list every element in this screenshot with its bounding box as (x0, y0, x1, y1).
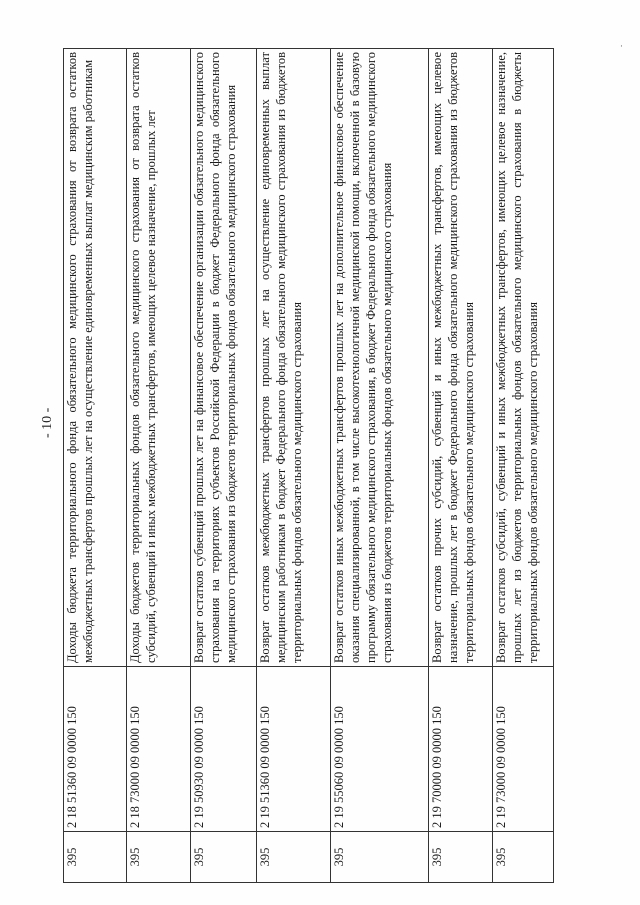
description-cell: Возврат остатков межбюджетных трансфертов прошлых лет на осуществление единовременных выплат медицинским работникам в бюджет Федерального фонда обязательного медицинского страхования из бюджетов территориальных фондов обязательного медицинского страхования (257, 49, 331, 667)
table-row (257, 49, 331, 883)
admin-code-cell: 395 (331, 832, 429, 883)
budget-code-cell: 2 19 50930 09 0000 150 (191, 667, 257, 832)
table-row (191, 49, 257, 883)
budget-code-cell: 2 19 55060 09 0000 150 (331, 667, 429, 832)
page-number: - 10 - (40, 407, 55, 438)
admin-code-cell: 395 (429, 832, 493, 883)
description-cell: Возврат остатков прочих субсидий, субвенций и иных межбюджетных трансфертов, имеющих целевое назначение, прошлых лет в бюджет Федерального фонда обязательного медицинского страхования из бюджетов территориальных фондов обязательного медицинского страхования (429, 49, 493, 667)
budget-code-cell: 2 18 51360 09 0000 150 (64, 667, 127, 832)
rotated-table-container (63, 48, 553, 883)
admin-code-cell: 395 (493, 832, 554, 883)
description-cell: Доходы бюджетов территориальных фондов обязательного медицинского страхования от возврата остатков субсидий, субвенций и иных межбюджетных трансфертов, имеющих целевое назначение, прошлых лет (127, 49, 191, 667)
description-cell: Возврат остатков субсидий, субвенций и иных межбюджетных трансфертов, имеющих целевое назначение, прошлых лет из бюджетов территориальных фондов обязательного медицинского страхования в бюджеты территориальных фондов обязательного медицинского страхования (493, 49, 554, 667)
table-row (127, 49, 191, 883)
table-row (493, 49, 554, 883)
budget-code-cell: 2 19 73000 09 0000 150 (493, 667, 554, 832)
admin-code-cell: 395 (191, 832, 257, 883)
budget-code-cell: 2 18 73000 09 0000 150 (127, 667, 191, 832)
table-row (429, 49, 493, 883)
description-cell: Доходы бюджета территориального фонда обязательного медицинского страхования от возврата остатков межбюджетных трансфертов прошлых лет на осуществление единовременных выплат медицинским работникам (64, 49, 127, 667)
budget-classification-table (63, 48, 554, 883)
table-row (64, 49, 127, 883)
admin-code-cell: 395 (127, 832, 191, 883)
budget-code-cell: 2 19 70000 09 0000 150 (429, 667, 493, 832)
budget-code-cell: 2 19 51360 09 0000 150 (257, 667, 331, 832)
scan-artifact-mark: · (620, 42, 623, 52)
table-row (331, 49, 429, 883)
admin-code-cell: 395 (257, 832, 331, 883)
description-cell: Возврат остатков субвенций прошлых лет на финансовое обеспечение организации обязательного медицинского страхования на территориях субъектов Российской Федерации в бюджет Федерального фонда обязательного медицинского страхования из бюджетов территориальных фондов обязательного медицинского страхования (191, 49, 257, 667)
admin-code-cell: 395 (64, 832, 127, 883)
description-cell: Возврат остатков иных межбюджетных трансфертов прошлых лет на дополнительное финансовое обеспечение оказания специализированной, в том числе высокотехнологичной медицинской помощи, включенной в базовую программу обязательного медицинского страхования, в бюджет Федерального фонда обязательного медицинского страхования из бюджетов территориальных фондов обязательного медицинского страхования (331, 49, 429, 667)
